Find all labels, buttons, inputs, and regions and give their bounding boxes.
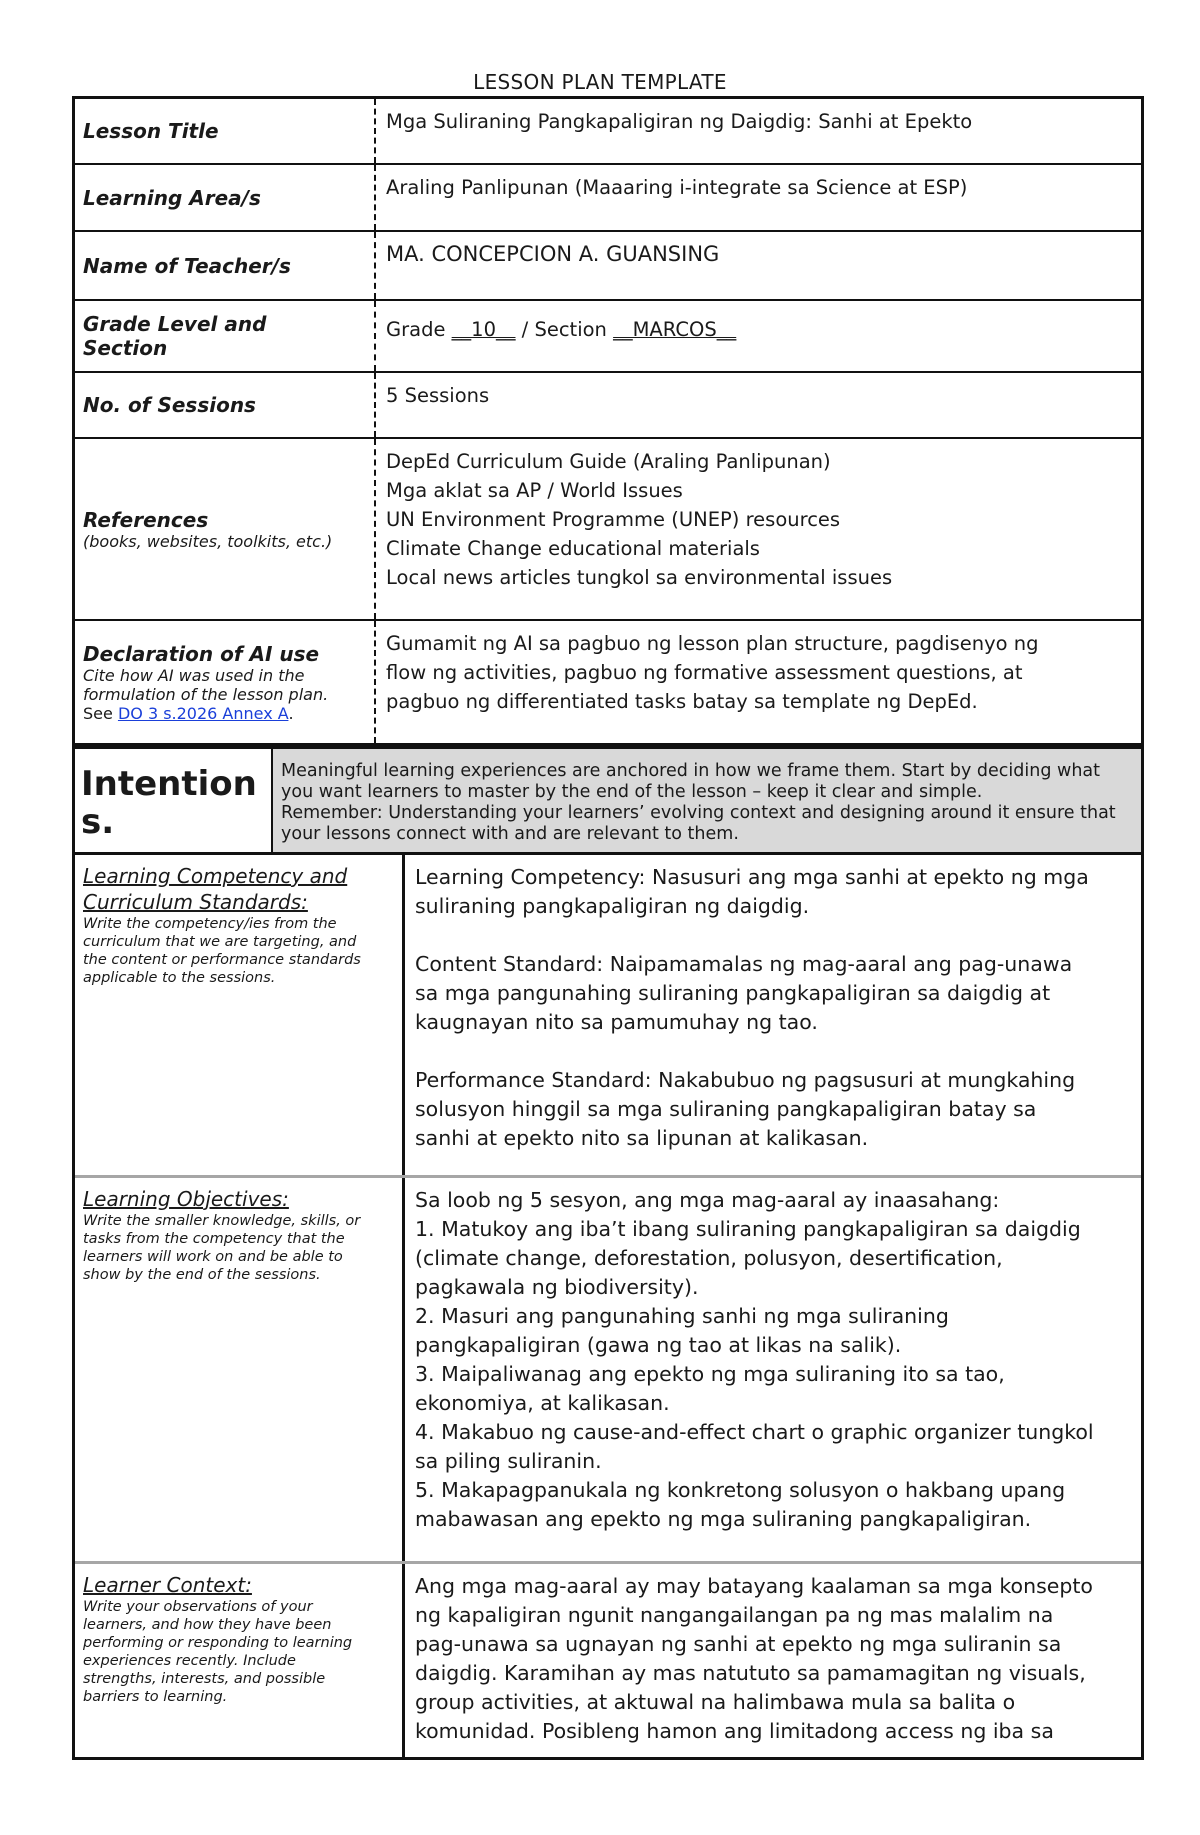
- sessions-row: [75, 373, 1141, 439]
- reference-item: DepEd Curriculum Guide (Araling Panlipunan): [386, 450, 831, 473]
- section-value: __MARCOS__: [613, 318, 737, 341]
- intentions-table: [72, 855, 1144, 1760]
- grade-section-value: Grade __10__ / Section __MARCOS__: [386, 318, 737, 341]
- competency-heading-line2: Curriculum Standards:: [83, 890, 308, 914]
- ai-declaration-row: Declaration of AI use Cite how AI was used in the formulation of the lesson plan. See DO 3 s.2026 Annex A. Gumamit ng AI sa pagbuo ng lesson plan structure, pagdisenyo ng flow ng activities, pagbuo ng formative assessment questions, at pagbuo ng differentiated tasks batay sa template ng DepEd.: [75, 621, 1141, 743]
- competency-value: Learning Competency: Nasusuri ang mga sanhi at epekto ng mga suliraning pangkapaligiran ng daigdig. Content Standard: Naipamamalas ng mag-aaral ang pag-unawa sa mga pangunahing suliraning pangkapaligiran sa daigdig at kaugnayan nito sa pamumuhay ng tao. Performance Standard: Nakabubuo ng pagsusuri at mungkahing solusyon hinggil sa mga suliraning pangkapaligiran batay sa sanhi at epekto nito sa lipunan at kalikasan.: [405, 855, 1141, 1175]
- teacher-row: [75, 232, 1141, 301]
- reference-item: Local news articles tungkol sa environmental issues: [386, 566, 893, 589]
- grade-label-line1: Grade Level and: [83, 312, 267, 336]
- references-row: [75, 439, 1141, 621]
- learning-area-label: Learning Area/s: [83, 185, 261, 210]
- reference-item: Mga aklat sa AP / World Issues: [386, 479, 683, 502]
- sessions-value: 5 Sessions: [386, 384, 490, 407]
- references-label: References: [83, 507, 209, 532]
- competency-heading-line1: Learning Competency and: [83, 864, 348, 888]
- intentions-description: Meaningful learning experiences are anchored in how we frame them. Start by deciding what you want learners to master by the end of the lesson – keep it clear and simple. Remember: Understanding your learners’ evolving context and designing around it ensure that your lessons connect with and are relevant to them.: [273, 749, 1141, 852]
- learning-area-value: Araling Panlipunan (Maaaring i-integrate sa Science at ESP): [386, 176, 968, 199]
- content-standard-line: Content Standard: Naipamamalas ng mag-aaral ang pag-unawa: [415, 952, 1073, 976]
- performance-standard-line: Performance Standard: Nakabubuo ng pagsusuri at mungkahing: [415, 1068, 1076, 1092]
- reference-item: UN Environment Programme (UNEP) resources: [386, 508, 841, 531]
- learner-context-row: Learner Context: Write your observations of your learners, and how they have been performing or responding to learning experiences recently. Include strengths, interests, and possible barriers to learning. Ang mga mag-aaral ay may batayang kaalaman sa mga konsepto ng kapaligiran ngunit nangangailangan pa ng mas malalim na pag-unawa sa ugnayan ng sanhi at epekto ng mga suliranin sa daigdig. Karamihan ay mas natututo sa pamamagitan ng visuals, group activities, at aktuwal na halimbawa mula sa balita o komunidad. Posibleng hamon ang limitadong access ng iba sa: [75, 1564, 1141, 1757]
- document-title: LESSON PLAN TEMPLATE: [473, 70, 727, 94]
- lesson-info-table: [72, 96, 1144, 746]
- references-sub: (books, websites, toolkits, etc.): [83, 531, 333, 551]
- reference-item: Climate Change educational materials: [386, 537, 760, 560]
- ai-label: Declaration of AI use: [83, 641, 320, 666]
- intentions-section: [72, 745, 1144, 855]
- grade-label-line2: Section: [83, 336, 168, 360]
- references-list: [376, 439, 1141, 619]
- grade-value: __10__: [451, 318, 516, 341]
- learning-area-row: [75, 165, 1141, 232]
- ai-sub: Cite how AI was used in the formulation of the lesson plan.: [83, 665, 329, 704]
- lesson-title-label: Lesson Title: [83, 119, 219, 143]
- intentions-heading: Intention s.: [75, 749, 273, 852]
- lesson-title-value: Mga Suliraning Pangkapaligiran ng Daigdig: Sanhi at Epekto: [386, 110, 973, 133]
- ai-declaration-text: Gumamit ng AI sa pagbuo ng lesson plan structure, pagdisenyo ng flow ng activities, pagbuo ng formative assessment questions, at pagbuo ng differentiated tasks batay sa template ng DepEd.: [386, 632, 1039, 713]
- learner-context-value: Ang mga mag-aaral ay may batayang kaalaman sa mga konsepto ng kapaligiran ngunit nangangailangan pa ng mas malalim na pag-unawa sa ugnayan ng sanhi at epekto ng mga suliranin sa daigdig. Karamihan ay mas natututo sa pamamagitan ng visuals, group activities, at aktuwal na halimbawa mula sa balita o komunidad. Posibleng hamon ang limitadong access ng iba sa: [415, 1574, 1093, 1743]
- teacher-value: MA. CONCEPCION A. GUANSING: [386, 242, 720, 266]
- teacher-label: Name of Teacher/s: [83, 253, 291, 278]
- lesson-title-row: [75, 99, 1141, 165]
- do3-annex-link[interactable]: DO 3 s.2026 Annex A: [117, 703, 289, 723]
- learning-competency-line: Learning Competency: Nasusuri ang mga sanhi at epekto ng mga: [415, 865, 1089, 889]
- sessions-label: No. of Sessions: [83, 393, 256, 417]
- objectives-heading: Learning Objectives:: [83, 1187, 289, 1211]
- grade-section-row: [75, 301, 1141, 373]
- objectives-value: Sa loob ng 5 sesyon, ang mga mag-aaral ay inaasahang: 1. Matukoy ang iba’t ibang suliraning pangkapaligiran sa daigdig (climate change, deforestation, polusyon, desertification, pagkawala ng biodiversity). 2. Masuri ang pangunahing sanhi ng mga suliraning pangkapaligiran (gawa ng tao at likas na salik). 3. Maipaliwanag ang epekto ng mga suliraning ito sa tao, ekonomiya, at kalikasan. 4. Makabuo ng cause-and-effect chart o graphic organizer tungkol sa piling suliranin. 5. Makapagpanukala ng konkretong solusyon o hakbang upang mabawasan ang epekto ng mga suliraning pangkapaligiran.: [415, 1188, 1094, 1531]
- learner-context-heading: Learner Context:: [83, 1573, 252, 1597]
- objectives-row: Learning Objectives: Write the smaller knowledge, skills, or tasks from the competency that the learners will work on and be able to show by the end of the sessions. Sa loob ng 5 sesyon, ang mga mag-aaral ay inaasahang: 1. Matukoy ang iba’t ibang suliraning pangkapaligiran sa daigdig (climate change, deforestation, polusyon, desertification, pagkawala ng biodiversity). 2. Masuri ang pangunahing sanhi ng mga suliraning pangkapaligiran (gawa ng tao at likas na salik). 3. Maipaliwanag ang epekto ng mga suliraning ito sa tao, ekonomiya, at kalikasan. 4. Makabuo ng cause-and-effect chart o graphic organizer tungkol sa piling suliranin. 5. Makapagpanukala ng konkretong solusyon o hakbang upang mabawasan ang epekto ng mga suliraning pangkapaligiran.: [75, 1178, 1141, 1564]
- competency-row: Learning Competency and Curriculum Standards: Write the competency/ies from the curriculum that we are targeting, and the content or performance standards applicable to the sessions. Learning Competency: Nasusuri ang mga sanhi at epekto ng mga suliraning pangkapaligiran ng daigdig. Content Standard: Naipamamalas ng mag-aaral ang pag-unawa sa mga pangunahing suliraning pangkapaligiran sa daigdig at kaugnayan nito sa pamumuhay ng tao. Performance Standard: Nakabubuo ng pagsusuri at mungkahing solusyon hinggil sa mga suliraning pangkapaligiran batay sa sanhi at epekto nito sa lipunan at kalikasan.: [75, 855, 1141, 1178]
